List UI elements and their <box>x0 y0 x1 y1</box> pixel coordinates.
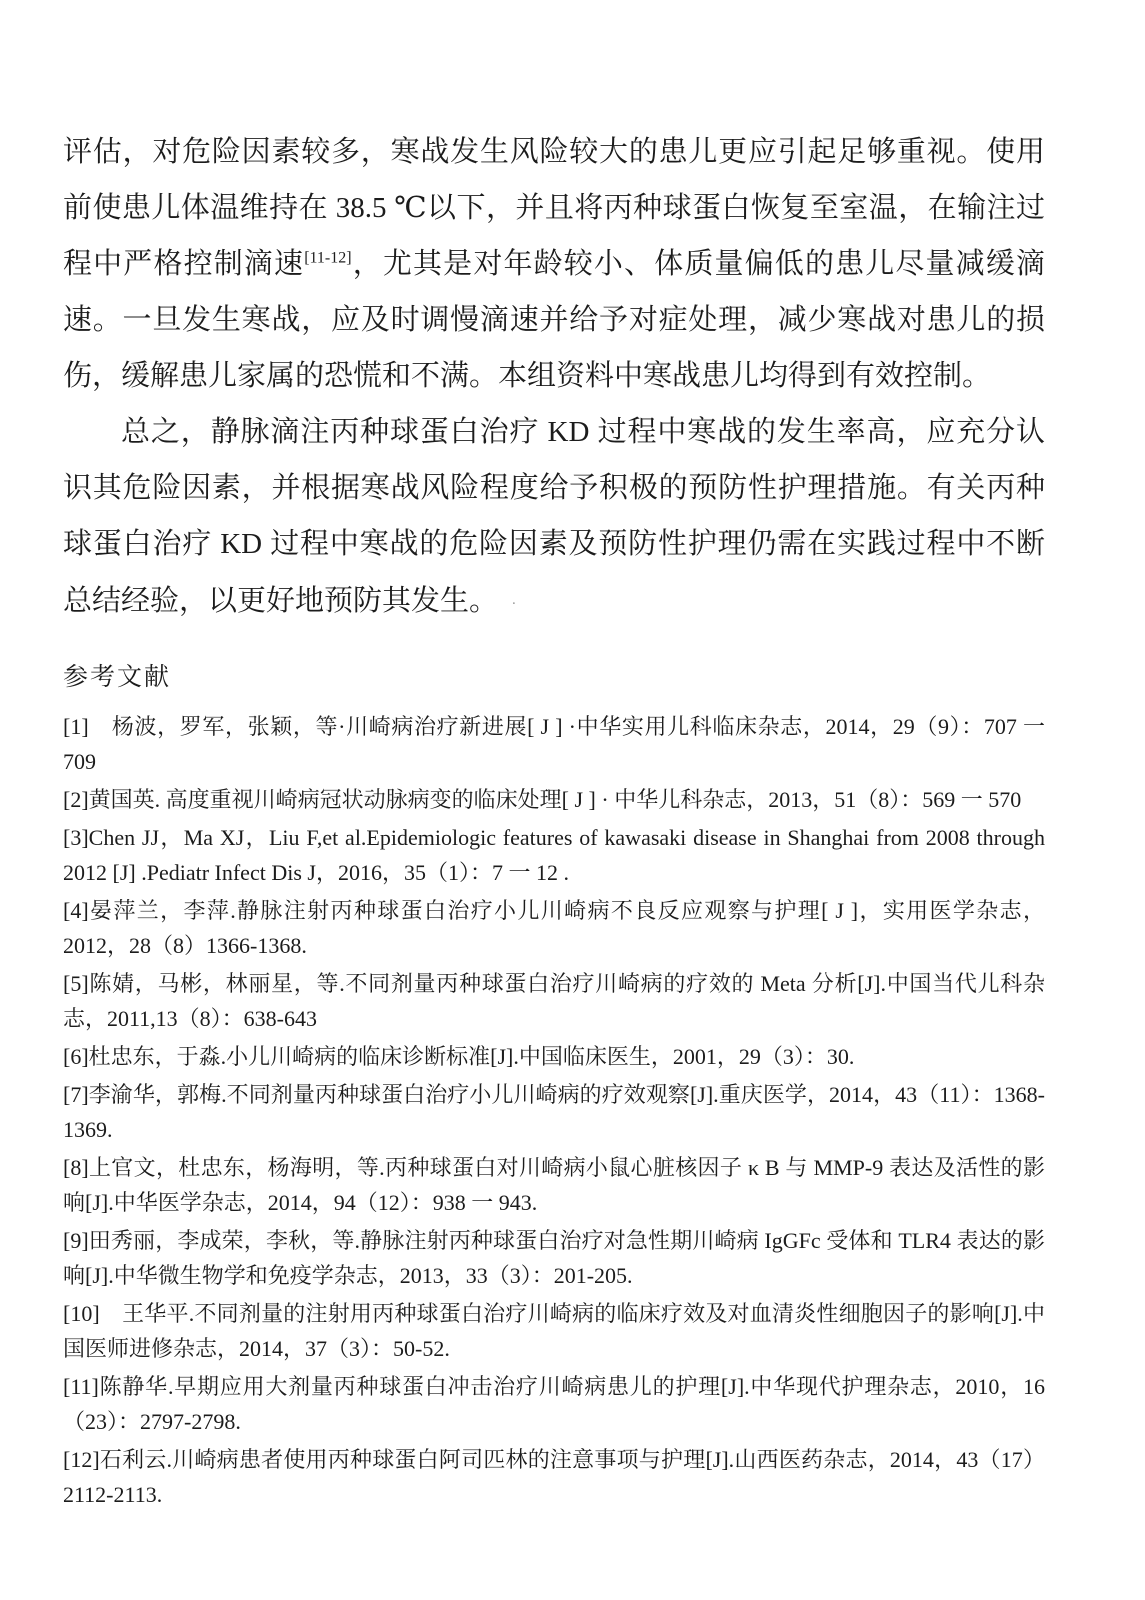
reference-item-4: [4]晏萍兰，李萍.静脉注射丙种球蛋白治疗小儿川崎病不良反应观察与护理[ J ]，实用医学杂志，2012，28（8）1366-1368. <box>63 898 1045 958</box>
reference-item-6: [6]杜忠东，于淼.小儿川崎病的临床诊断标准[J].中国临床医生，2001，29（3）：30. <box>63 1044 855 1069</box>
paragraph-text: 总之，静脉滴注丙种球蛋白治疗 KD 过程中寒战的发生率高，应充分认识其危险因素，并根据寒战风险程度给予积极的预防性护理措施。有关丙种球蛋白治疗 KD 过程中寒战的危险因素及预防性护理仍需在实践过程中不断总结经验，以更好地预防其发生。 <box>63 416 1045 617</box>
reference-item-11: [11]陈静华.早期应用大剂量丙种球蛋白冲击治疗川崎病患儿的护理[J].中华现代护理杂志，2010，16（23）：2797-2798. <box>63 1374 1045 1434</box>
reference-item-5: [5]陈婧，马彬，林丽星，等.不同剂量丙种球蛋白治疗川崎病的疗效的 Meta 分析[J].中国当代儿科杂志，2011,13（8）：638-643 <box>63 971 1045 1031</box>
paragraph-summary <box>63 404 1045 629</box>
paragraph-conclusion-care <box>63 124 1045 404</box>
references-heading: 参考文献 <box>63 664 172 691</box>
reference-item-2: [2]黄国英. 高度重视川崎病冠状动脉病变的临床处理[ J ] · 中华儿科杂志，2013，51（8）：569 一 570 <box>63 787 1022 812</box>
stray-period-mark: . <box>512 592 516 608</box>
body-text <box>63 124 1045 629</box>
reference-item-3: [3]Chen JJ，Ma XJ，Liu F,et al.Epidemiologic features of kawasaki disease in Shanghai from 2008 through 2012 [J] .Pediatr Infect Dis J，2016，35（1）：7 一 12 . <box>63 825 1045 885</box>
references-list <box>63 709 1045 1512</box>
reference-item-9: [9]田秀丽，李成荣，李秋，等.静脉注射丙种球蛋白治疗对急性期川崎病 IgGFc 受体和 TLR4 表达的影响[J].中华微生物学和免疫学杂志，2013，33（3）：201-205. <box>63 1228 1045 1288</box>
reference-item-10: [10] 王华平.不同剂量的注射用丙种球蛋白治疗川崎病的临床疗效及对血清炎性细胞因子的影响[J].中国医师进修杂志，2014，37（3）：50-52. <box>63 1301 1045 1361</box>
citation-superscript: [11-12] <box>304 249 352 267</box>
reference-item-7: [7]李渝华，郭梅.不同剂量丙种球蛋白治疗小儿川崎病的疗效观察[J].重庆医学，2014，43（11）：1368-1369. <box>63 1082 1045 1142</box>
paragraph-text-continued: ，尤其是对年龄较小、体质量偏低的患儿尽量减缓滴速。一旦发生寒战，应及时调慢滴速并给予对症处理，减少寒战对患儿的损伤，缓解患儿家属的恐慌和不满。本组资料中寒战患儿均得到有效控制。 <box>63 248 1045 392</box>
paragraph-text: 评估，对危险因素较多，寒战发生风险较大的患儿更应引起足够重视。使用前使患儿体温维持在 38.5 ℃以下，并且将丙种球蛋白恢复至室温，在输注过程中严格控制滴速 <box>63 136 1045 280</box>
reference-item-8: [8]上官文，杜忠东，杨海明，等.丙种球蛋白对川崎病小鼠心脏核因子 κ B 与 MMP-9 表达及活性的影响[J].中华医学杂志，2014，94（12）：938 一 943. <box>63 1155 1045 1215</box>
reference-item-12: [12]石利云.川崎病患者使用丙种球蛋白阿司匹林的注意事项与护理[J].山西医药杂志，2014，43（17）2112-2113. <box>63 1447 1045 1507</box>
reference-item-1: [1] 杨波，罗军，张颖，等·川崎病治疗新进展[ J ] ·中华实用儿科临床杂志，2014，29（9）：707 一 709 <box>63 714 1045 774</box>
